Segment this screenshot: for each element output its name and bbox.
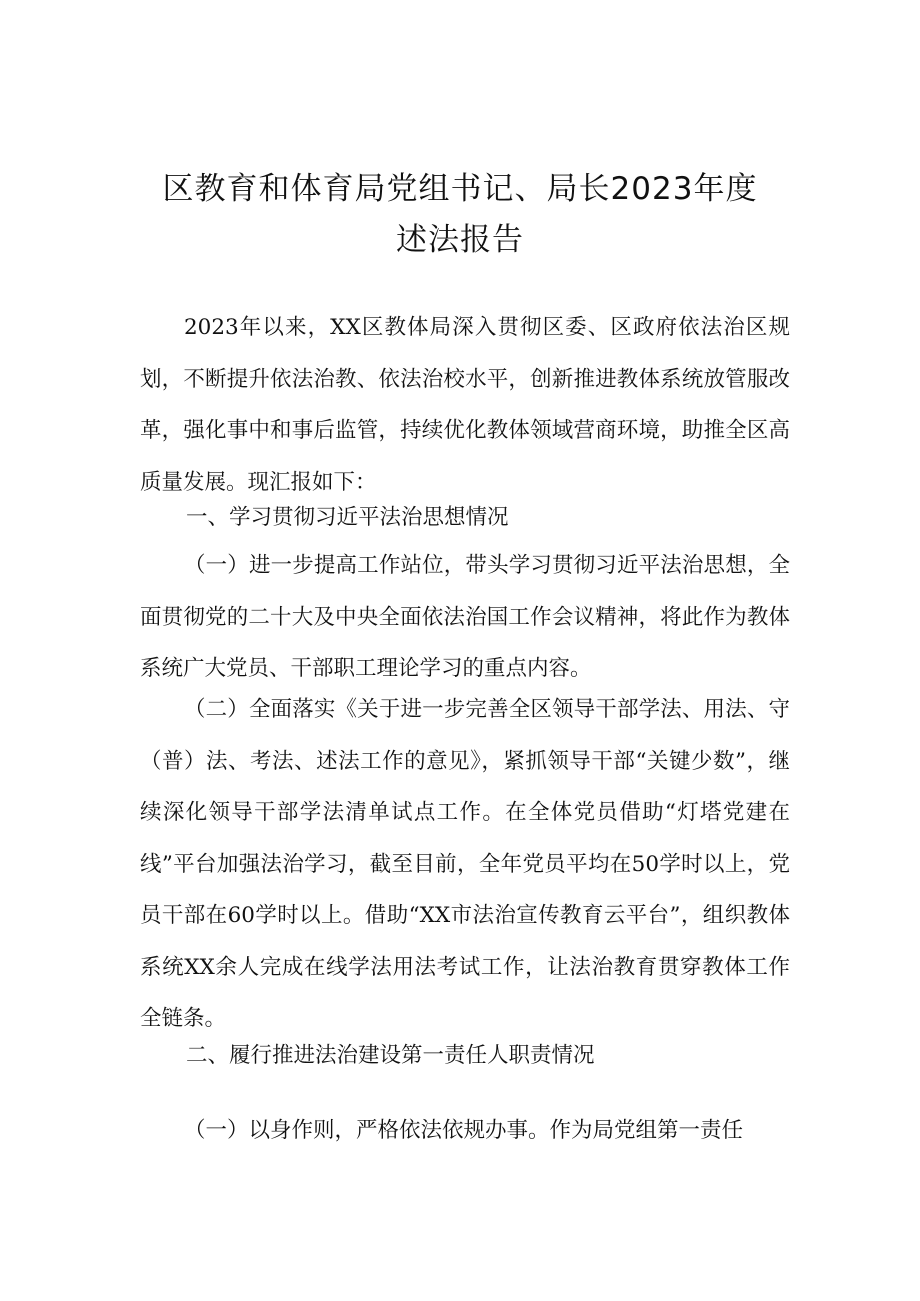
section-1-paragraph-1: （一）进一步提高工作站位，带头学习贯彻习近平法治思想，全面贯彻党的二十大及中央全面依法治国工作会议精神，将此作为教体系统广大党员、干部职工理论学习的重点内容。	[140, 553, 790, 681]
section-2-paragraph-1: （一）以身作则，严格依法依规办事。作为局党组第一责任	[184, 1118, 744, 1143]
section-1-paragraph-2: （二）全面落实《关于进一步完善全区领导干部学法、用法、守（普）法、考法、述法工作的意见》，紧抓领导干部“关键少数”，继续深化领导干部学法清单试点工作。在全体党员借助“灯塔党建在线”平台加强法治学习，截至目前，全年党员平均在50学时以上，党员干部在60学时以上。借助“XX市法治宣传教育云平台”，组织教体系统XX余人完成在线学法用法考试工作，让法治教育贯穿教体工作全链条。	[140, 697, 790, 1031]
section-2-heading: 二、履行推进法治建设第一责任人职责情况	[186, 1043, 595, 1068]
section-1-heading: 一、学习贯彻习近平法治思想情况	[186, 505, 509, 530]
document-title-line-2: 述法报告	[396, 222, 524, 258]
intro-paragraph: 2023年以来，XX区教体局深入贯彻区委、区政府依法治区规划，不断提升依法治教、依法治校水平，创新推进教体系统放管服改革，强化事中和事后监管，持续优化教体领域营商环境，助推全区高质量发展。现汇报如下：	[140, 315, 790, 495]
document-title-line-1: 区教育和体育局党组书记、局长2023年度	[162, 171, 758, 207]
